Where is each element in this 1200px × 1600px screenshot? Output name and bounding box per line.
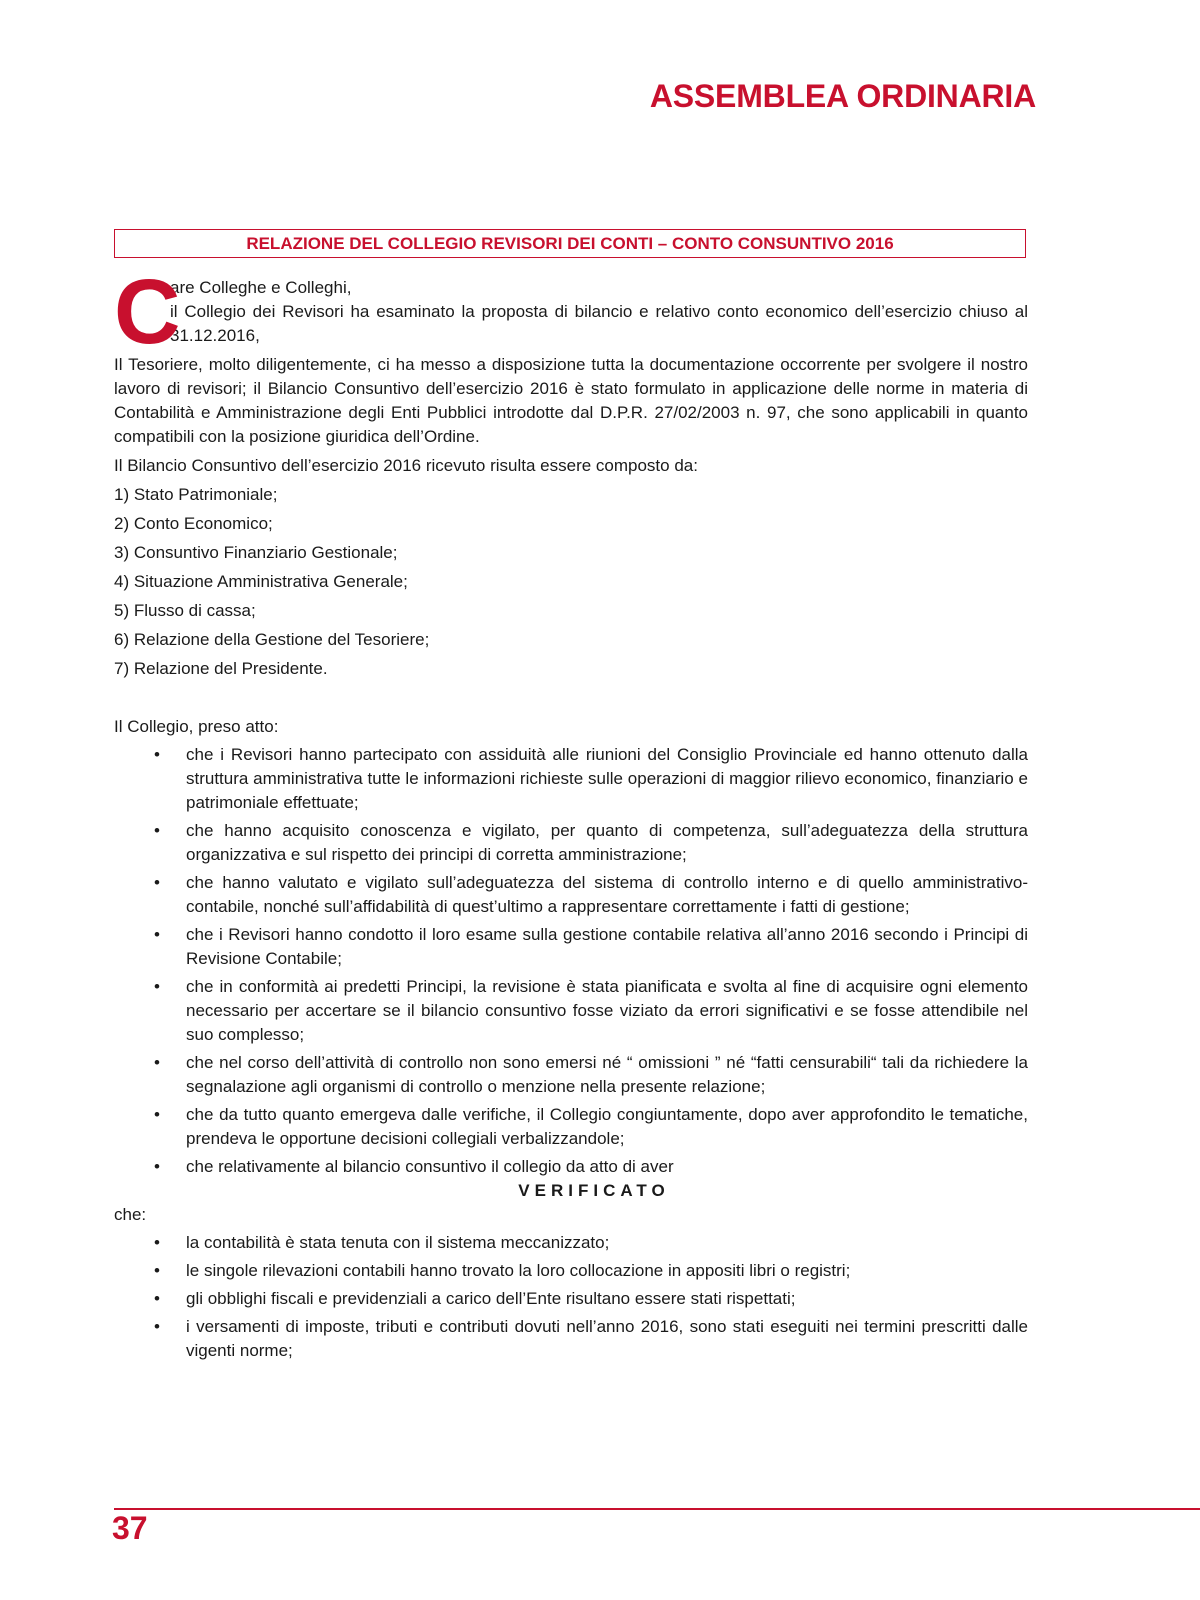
salutation: are Colleghe e Colleghi, — [170, 278, 352, 297]
intro-block — [114, 261, 1028, 363]
bullet-icon: • — [154, 977, 160, 996]
list-item: 2) Conto Economico; — [114, 514, 273, 533]
bullet-text: che relativamente al bilancio consuntivo il collegio da atto di aver — [186, 1157, 674, 1176]
list-item: 1) Stato Patrimoniale; — [114, 485, 278, 504]
bullet-icon: • — [154, 1289, 160, 1308]
composition-list — [114, 483, 1028, 681]
collegio-intro: Il Collegio, preso atto: — [114, 717, 279, 736]
list-item: 4) Situazione Amministrativa Generale; — [114, 572, 408, 591]
section-title-box — [114, 229, 1026, 258]
bullet-text: che hanno acquisito conoscenza e vigilato, per quanto di competenza, sull’adeguatezza della struttura organizzativa e sul rispetto dei principi di corretta amministrazione; — [186, 821, 1028, 864]
document-body — [114, 261, 1028, 1363]
list-item: 6) Relazione della Gestione del Tesoriere; — [114, 630, 430, 649]
bullet-text: la contabilità è stata tenuta con il sistema meccanizzato; — [186, 1233, 610, 1252]
bullet-text: che i Revisori hanno partecipato con assiduità alle riunioni del Consiglio Provinciale ed hanno ottenuto dalla struttura amministrativa tutte le informazioni richieste sulle operazioni di maggior rilievo economico, finanziario e patrimoniale effettuate; — [186, 745, 1028, 812]
bullet-text: che in conformità ai predetti Principi, la revisione è stata pianificata e svolta al fine di acquisire ogni elemento necessario per accertare se il bilancio consuntivo fosse viziato da errori significativi e se fosse attendibile nel suo complesso; — [186, 977, 1028, 1044]
bullet-item — [114, 871, 1028, 919]
section-title: RELAZIONE DEL COLLEGIO REVISORI DEI CONTI – CONTO CONSUNTIVO 2016 — [246, 233, 894, 253]
bullet-text: gli obblighi fiscali e previdenziali a carico dell’Ente risultano essere stati rispettati; — [186, 1289, 796, 1308]
bullet-item — [114, 743, 1028, 815]
bullet-icon: • — [154, 1157, 160, 1176]
page-header-title: ASSEMBLEA ORDINARIA — [649, 78, 1036, 114]
bullet-text: le singole rilevazioni contabili hanno trovato la loro collocazione in appositi libri o registri; — [186, 1261, 851, 1280]
verificato-heading: VERIFICATO — [518, 1181, 670, 1200]
bullet-text: che hanno valutato e vigilato sull’adeguatezza del sistema di controllo interno e di quello amministrativo-contabile, nonché sull’affidabilità di quest’ultimo a rappresentare correttamente i fatti di gestione; — [186, 873, 1028, 916]
spacer — [114, 681, 1028, 715]
list-item: 7) Relazione del Presidente. — [114, 659, 328, 678]
paragraph-composizione: Il Bilancio Consuntivo dell’esercizio 2016 ricevuto risulta essere composto da: — [114, 456, 698, 475]
bullet-item — [114, 819, 1028, 867]
bullet-icon: • — [154, 745, 160, 764]
bullet-text: i versamenti di imposte, tributi e contributi dovuti nell’anno 2016, sono stati eseguiti nei termini prescritti dalle vigenti norme; — [186, 1317, 1028, 1360]
bullet-icon: • — [154, 1053, 160, 1072]
preso-atto-list — [114, 743, 1028, 1179]
bullet-icon: • — [154, 925, 160, 944]
paragraph-tesoriere: Il Tesoriere, molto diligentemente, ci ha messo a disposizione tutta la documentazione occorrente per svolgere il nostro lavoro di revisori; il Bilancio Consuntivo dell’esercizio 2016 è stato formulato in applicazione delle norme in materia di Contabilità e Amministrazione degli Enti Pubblici introdotte dal D.P.R. 27/02/2003 n. 97, che sono applicabili in quanto compatibili con la posizione giuridica dell’Ordine. — [114, 355, 1028, 446]
footer-rule — [114, 1508, 1200, 1510]
bullet-text: che nel corso dell’attività di controllo non sono emersi né “ omissioni ” né “fatti censurabili“ tali da richiedere la segnalazione agli organismi di controllo o menzione nella presente relazione; — [186, 1053, 1028, 1096]
bullet-text: che da tutto quanto emergeva dalle verifiche, il Collegio congiuntamente, dopo aver approfondito le tematiche, prendeva le opportune decisioni collegiali verbalizzandole; — [186, 1105, 1028, 1148]
page-number: 37 — [112, 1510, 148, 1546]
list-item: 3) Consuntivo Finanziario Gestionale; — [114, 543, 398, 562]
list-item: 5) Flusso di cassa; — [114, 601, 256, 620]
bullet-item — [114, 1103, 1028, 1151]
bullet-icon: • — [154, 1233, 160, 1252]
bullet-text: che i Revisori hanno condotto il loro esame sulla gestione contabile relativa all’anno 2016 secondo i Principi di Revisione Contabile; — [186, 925, 1028, 968]
intro-line: il Collegio dei Revisori ha esaminato la proposta di bilancio e relativo conto economico dell’esercizio chiuso al 31.12.2016, — [170, 302, 1028, 345]
verificato-list — [114, 1231, 1028, 1363]
bullet-icon: • — [154, 1261, 160, 1280]
bullet-item — [114, 975, 1028, 1047]
bullet-icon: • — [154, 821, 160, 840]
bullet-item — [114, 1051, 1028, 1099]
bullet-icon: • — [154, 1105, 160, 1124]
bullet-item — [114, 1315, 1028, 1363]
bullet-icon: • — [154, 873, 160, 892]
che-label: che: — [114, 1205, 147, 1224]
drop-cap: C — [114, 261, 181, 363]
bullet-item — [114, 1259, 1028, 1283]
bullet-item — [114, 1155, 1028, 1179]
bullet-icon: • — [154, 1317, 160, 1336]
bullet-item — [114, 1287, 1028, 1311]
bullet-item — [114, 1231, 1028, 1255]
bullet-item — [114, 923, 1028, 971]
